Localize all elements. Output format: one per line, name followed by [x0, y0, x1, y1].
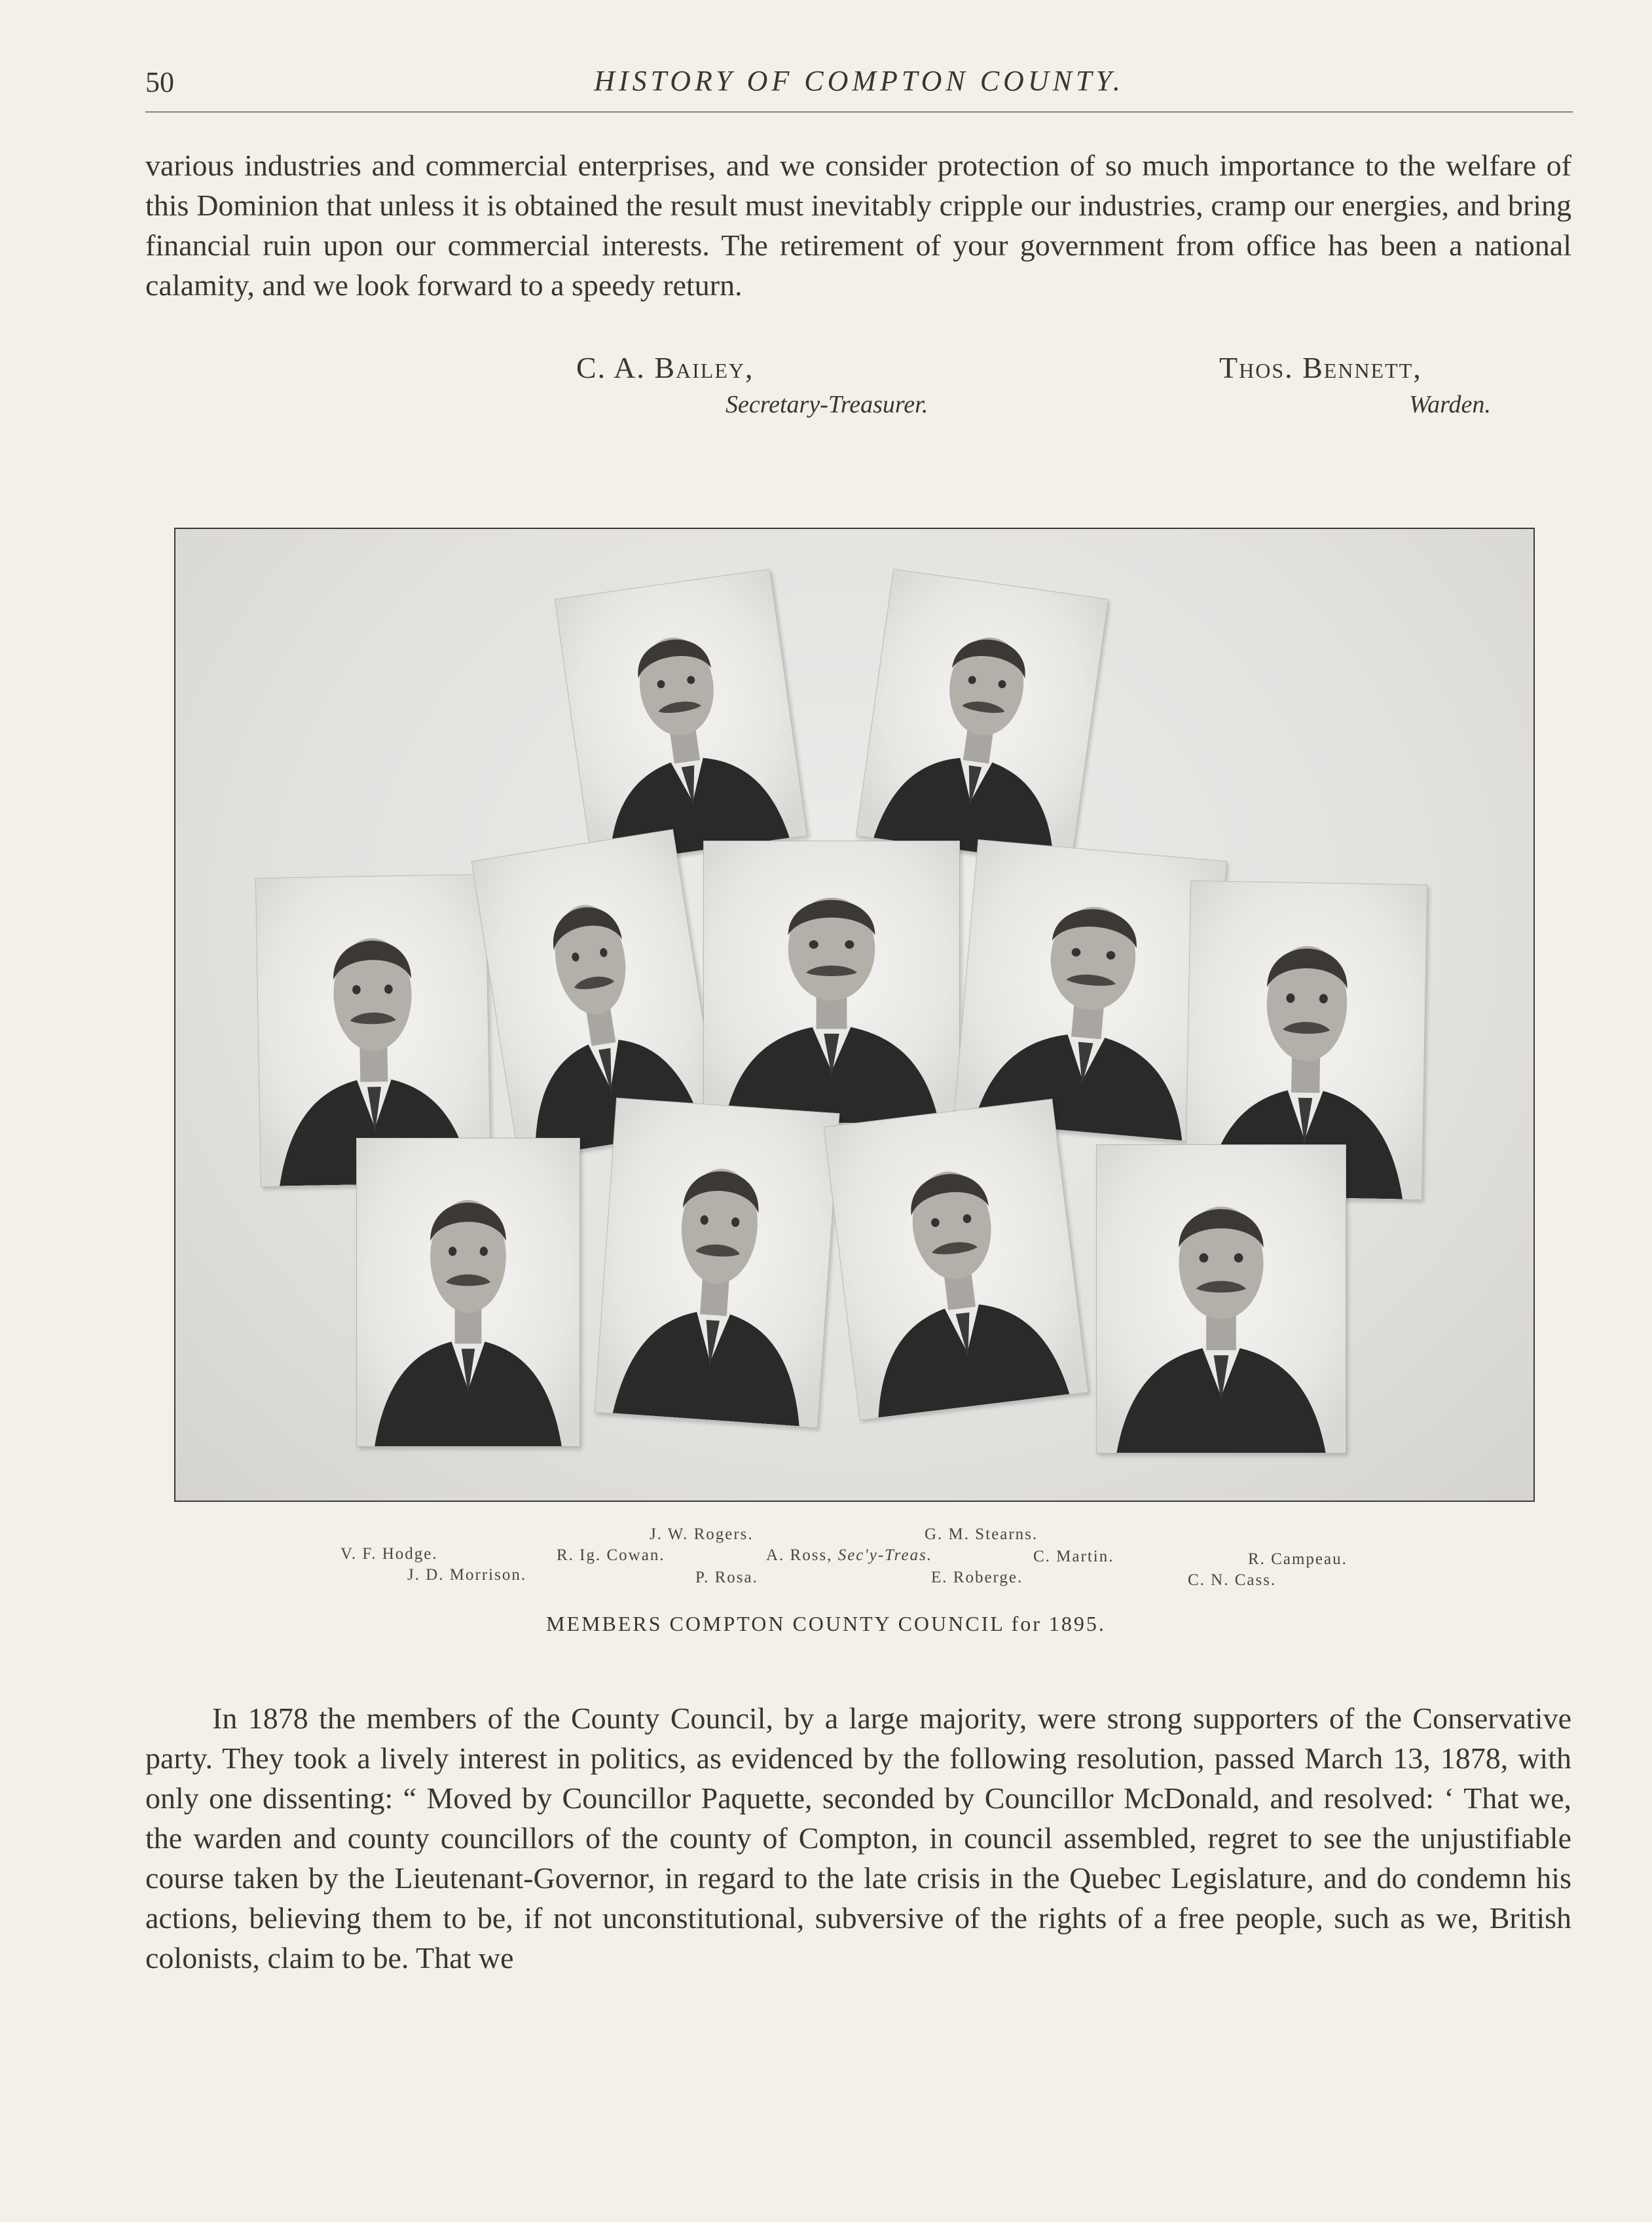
- portrait-j-w-rogers: [555, 569, 807, 866]
- caption-r-campeau: R. Campeau.: [1248, 1550, 1348, 1568]
- paragraph-top: various industries and commercial enterprises, and we consider protection of so much importance to the welfare of this Dominion that unless it is obtained the result must inevitably cripple our industries, cramp our energies, and bring financial ruin upon our commercial interests. The retirement of your government from office has been a national calamity, and we look forward to a speedy return.: [145, 149, 1571, 302]
- portrait-p-rosa: [595, 1098, 840, 1429]
- caption-a-ross: [766, 1546, 932, 1565]
- portrait-c-martin: [953, 839, 1227, 1143]
- signature-bennett-role: Warden.: [1409, 391, 1491, 418]
- caption-a-ross-role: Sec'y-Treas.: [837, 1546, 933, 1564]
- running-title: HISTORY OF COMPTON COUNTY.: [594, 65, 1124, 97]
- caption-c-n-cass: C. N. Cass.: [1188, 1571, 1277, 1589]
- portrait-e-roberge: [824, 1099, 1088, 1421]
- caption-g-m-stearns: G. M. Stearns.: [925, 1525, 1038, 1543]
- caption-c-martin: C. Martin.: [1033, 1548, 1114, 1565]
- page-number: 50: [145, 66, 174, 98]
- portrait-j-d-morrison: [356, 1138, 580, 1447]
- caption-p-rosa: P. Rosa.: [695, 1569, 758, 1586]
- portrait-c-n-cass: [1096, 1144, 1346, 1453]
- caption-e-roberge: E. Roberge.: [931, 1569, 1023, 1586]
- caption-a-ross-name: A. Ross,: [766, 1546, 833, 1564]
- caption-j-w-rogers: J. W. Rogers.: [650, 1525, 754, 1543]
- caption-j-d-morrison: J. D. Morrison.: [407, 1566, 527, 1584]
- signature-bailey-role: Secretary-Treasurer.: [725, 391, 928, 418]
- paragraph-bottom: In 1878 the members of the County Council, by a large majority, were strong supporters of the Conservative party. They took a lively interest in politics, as evidenced by the following resolution, passed March 13, 1878, with only one dissenting: “ Moved by Councillor Paquette, seconded by Councillor McDonald, and resolved: ‘ That we, the warden and county councillors of the county of Compton, in council assembled, regret to see the unjustifiable course taken by the Lieutenant-Governor, in regard to the late crisis in the Quebec Legislature, and do condemn his actions, believing them to be, if not unconstitutional, subversive of the rights of a free people, such as we, British colonists, claim to be. That we: [145, 1702, 1571, 1975]
- signature-bailey: C. A. Bailey,: [576, 351, 754, 384]
- signature-bennett: Thos. Bennett,: [1219, 351, 1422, 384]
- council-photo-plate: [174, 528, 1535, 1502]
- portrait-a-ross: [703, 841, 960, 1123]
- running-head: [145, 59, 1573, 113]
- caption-r-ig-cowan: R. Ig. Cowan.: [557, 1546, 665, 1564]
- portrait-g-m-stearns: [856, 569, 1109, 866]
- plate-title: MEMBERS COMPTON COUNTY COUNCIL for 1895.: [546, 1612, 1106, 1635]
- caption-v-f-hodge: V. F. Hodge.: [340, 1545, 438, 1563]
